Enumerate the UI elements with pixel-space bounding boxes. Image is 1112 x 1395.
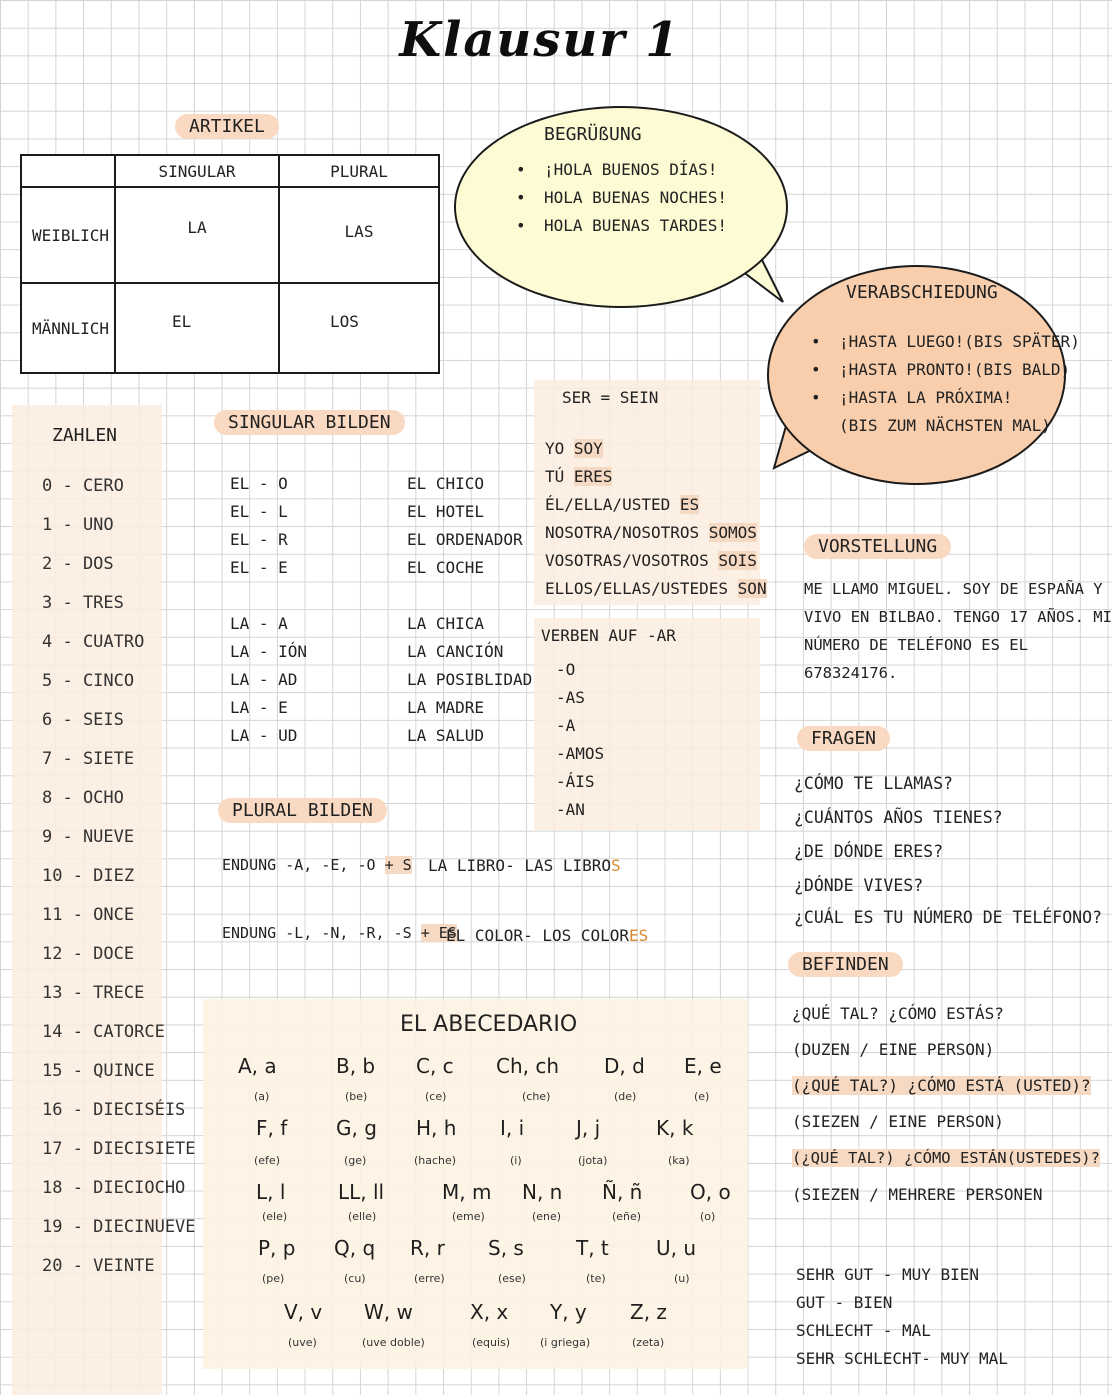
verb-ending: -ÁIS [556, 772, 595, 791]
alphabet-pronunciation: (hache) [414, 1154, 457, 1167]
verb-ending: -A [556, 716, 576, 735]
alphabet-letter: P, p [258, 1236, 296, 1260]
alphabet-pronunciation: (ce) [425, 1090, 447, 1103]
alphabet-pronunciation: (de) [614, 1090, 637, 1103]
befinden-item: (¿QUÉ TAL?) ¿CÓMO ESTÁ (USTED)? [792, 1076, 1091, 1095]
zahlen-item: 4 - CUATRO [42, 632, 145, 652]
zahlen-item: 15 - QUINCE [42, 1061, 155, 1081]
ser-row: ELLOS/ELLAS/USTEDES SON [545, 579, 767, 598]
ser-panel [534, 380, 760, 605]
alphabet-letter: M, m [442, 1180, 492, 1204]
alphabet-letter: B, b [336, 1054, 376, 1078]
alphabet-letter: Y, y [550, 1300, 587, 1324]
farewell-title: VERABSCHIEDUNG [846, 282, 998, 303]
alphabet-letter: Z, z [630, 1300, 667, 1324]
befinden-scale: GUT - BIEN [796, 1293, 893, 1312]
el-rule: EL - O [230, 474, 288, 493]
ser-title: SER = SEIN [562, 388, 659, 407]
befinden-scale: SEHR GUT - MUY BIEN [796, 1265, 980, 1284]
zahlen-item: 7 - SIETE [42, 749, 135, 769]
alphabet-pronunciation: (equis) [472, 1336, 511, 1349]
greeting-list [510, 156, 727, 240]
maennlich-plural: LOS [279, 283, 439, 373]
bullet-icon: • [516, 216, 526, 235]
alphabet-letter: U, u [656, 1236, 697, 1260]
farewell-item: • ¡HASTA PRONTO!(BIS BALD) [805, 356, 1080, 384]
bullet-icon: • [811, 360, 821, 379]
alphabet-pronunciation: (e) [694, 1090, 710, 1103]
alphabet-pronunciation: (uve doble) [362, 1336, 425, 1349]
frage-item: ¿CUÁL ES TU NÚMERO DE TELÉFONO? [794, 908, 1102, 927]
zahlen-item: 12 - DOCE [42, 944, 135, 964]
alphabet-pronunciation: (pe) [262, 1272, 285, 1285]
alphabet-letter: F, f [256, 1116, 288, 1140]
zahlen-item: 3 - TRES [42, 593, 124, 613]
zahlen-item: 19 - DIECINUEVE [42, 1217, 196, 1237]
verb-ending: -O [556, 660, 576, 679]
alphabet-letter: Q, q [334, 1236, 376, 1260]
alphabet-letter: T, t [576, 1236, 609, 1260]
alphabet-pronunciation: (ese) [498, 1272, 526, 1285]
alphabet-letter: Ñ, ñ [602, 1180, 643, 1204]
frage-item: ¿DÓNDE VIVES? [794, 876, 924, 895]
la-rule: LA - AD [230, 670, 298, 689]
singular-bilden-label: SINGULAR BILDEN [214, 410, 405, 435]
el-example: EL CHICO [407, 474, 485, 493]
alphabet-pronunciation: (zeta) [632, 1336, 665, 1349]
alphabet-letter: J, j [576, 1116, 601, 1140]
alphabet-pronunciation: (erre) [414, 1272, 445, 1285]
alphabet-pronunciation: (jota) [578, 1154, 608, 1167]
la-example: LA CHICA [407, 614, 485, 633]
ser-row: TÚ ERES [545, 467, 613, 486]
befinden-item: (SIEZEN / EINE PERSON) [792, 1112, 1004, 1131]
zahlen-item: 16 - DIECISÉIS [42, 1100, 186, 1120]
el-example: EL ORDENADOR [407, 530, 523, 549]
vorstellung-line: VIVO EN BILBAO. TENGO 17 AÑOS. MI [804, 608, 1112, 626]
alphabet-letter: D, d [604, 1054, 645, 1078]
vorstellung-line: 678324176. [804, 664, 898, 682]
alphabet-letter: I, i [500, 1116, 525, 1140]
frage-item: ¿CÓMO TE LLAMAS? [794, 774, 953, 793]
zahlen-item: 11 - ONCE [42, 905, 135, 925]
vorstellung-line: NÚMERO DE TELÉFONO ES EL [804, 636, 1028, 654]
el-example: EL HOTEL [407, 502, 485, 521]
farewell-item: • ¡HASTA LA PRÓXIMA! [805, 384, 1080, 412]
frage-item: ¿DE DÓNDE ERES? [794, 842, 944, 861]
el-example: EL COCHE [407, 558, 485, 577]
zahlen-title: ZAHLEN [52, 425, 118, 446]
weiblich-singular: LA [115, 187, 279, 283]
alphabet-letter: V, v [284, 1300, 323, 1324]
bullet-icon: • [811, 388, 821, 407]
befinden-item: ¿QUÉ TAL? ¿CÓMO ESTÁS? [792, 1004, 1004, 1023]
greeting-item: • ¡HOLA BUENOS DÍAS! [510, 156, 727, 184]
col-plural: PLURAL [279, 155, 439, 187]
alphabet-pronunciation: (eme) [452, 1210, 485, 1223]
alphabet-letter: C, c [416, 1054, 454, 1078]
weiblich-plural: LAS [279, 187, 439, 283]
bullet-icon: • [811, 332, 821, 351]
plural-bilden-label: PLURAL BILDEN [218, 798, 387, 823]
artikel-table [20, 154, 440, 374]
page-title: Klausur 1 [399, 12, 681, 68]
el-rule: EL - L [230, 502, 288, 521]
vorstellung-label: VORSTELLUNG [804, 534, 951, 559]
verben-title: VERBEN AUF -AR [541, 626, 676, 645]
alphabet-pronunciation: (cu) [344, 1272, 366, 1285]
plural-rule-2: ENDUNG -L, -N, -R, -S + ES [222, 924, 457, 942]
ser-row: NOSOTRA/NOSOTROS SOMOS [545, 523, 757, 542]
alphabet-pronunciation: (ene) [532, 1210, 562, 1223]
alphabet-pronunciation: (i) [510, 1154, 522, 1167]
alphabet-letter: H, h [416, 1116, 457, 1140]
maennlich-singular: EL [115, 283, 279, 373]
ser-row: VOSOTRAS/VOSOTROS SOIS [545, 551, 757, 570]
abecedario-title: EL ABECEDARIO [400, 1012, 578, 1037]
alphabet-letter: W, w [364, 1300, 413, 1324]
zahlen-item: 5 - CINCO [42, 671, 135, 691]
alphabet-pronunciation: (che) [522, 1090, 551, 1103]
la-example: LA CANCIÓN [407, 642, 504, 661]
alphabet-letter: G, g [336, 1116, 377, 1140]
alphabet-pronunciation: (eñe) [612, 1210, 642, 1223]
row-maennlich: MÄNNLICH [21, 283, 115, 373]
farewell-item: • ¡HASTA LUEGO!(BIS SPÄTER) [805, 328, 1080, 356]
befinden-scale: SCHLECHT - MAL [796, 1321, 931, 1340]
alphabet-letter: A, a [238, 1054, 277, 1078]
alphabet-pronunciation: (uve) [288, 1336, 317, 1349]
col-singular: SINGULAR [115, 155, 279, 187]
farewell-list [805, 328, 1080, 440]
greeting-item: • HOLA BUENAS TARDES! [510, 212, 727, 240]
zahlen-item: 6 - SEIS [42, 710, 124, 730]
plural-example-1: LA LIBRO- LAS LIBROS [428, 856, 621, 875]
alphabet-pronunciation: (be) [345, 1090, 368, 1103]
alphabet-letter: X, x [470, 1300, 509, 1324]
zahlen-item: 14 - CATORCE [42, 1022, 165, 1042]
ser-row: YO SOY [545, 439, 603, 458]
alphabet-letter: O, o [690, 1180, 731, 1204]
zahlen-item: 9 - NUEVE [42, 827, 135, 847]
alphabet-pronunciation: (ge) [344, 1154, 367, 1167]
el-rule: EL - R [230, 530, 288, 549]
la-example: LA SALUD [407, 726, 485, 745]
ser-row: ÉL/ELLA/USTED ES [545, 495, 700, 514]
la-rule: LA - IÓN [230, 642, 308, 661]
verb-ending: -AS [556, 688, 585, 707]
zahlen-item: 17 - DIECISIETE [42, 1139, 196, 1159]
farewell-extra: (BIS ZUM NÄCHSTEN MAL) [839, 416, 1051, 435]
zahlen-item: 18 - DIECIOCHO [42, 1178, 186, 1198]
befinden-item: (¿QUÉ TAL?) ¿CÓMO ESTÁN(USTEDES)? [792, 1149, 1100, 1167]
befinden-item: (DUZEN / EINE PERSON) [792, 1040, 995, 1059]
empty-header-cell [21, 155, 115, 187]
la-rule: LA - UD [230, 726, 298, 745]
frage-item: ¿CUÁNTOS AÑOS TIENES? [794, 808, 1003, 827]
alphabet-letter: Ch, ch [496, 1054, 560, 1078]
zahlen-item: 20 - VEINTE [42, 1256, 155, 1276]
alphabet-pronunciation: (ka) [668, 1154, 690, 1167]
row-weiblich: WEIBLICH [21, 187, 115, 283]
zahlen-item: 2 - DOS [42, 554, 114, 574]
la-rule: LA - E [230, 698, 288, 717]
vorstellung-line: ME LLAMO MIGUEL. SOY DE ESPAÑA Y [804, 580, 1103, 598]
verb-ending: -AN [556, 800, 585, 819]
zahlen-item: 1 - UNO [42, 515, 114, 535]
zahlen-item: 0 - CERO [42, 476, 124, 496]
zahlen-item: 10 - DIEZ [42, 866, 135, 886]
plural-rule-1: ENDUNG -A, -E, -O + S [222, 856, 412, 874]
alphabet-pronunciation: (o) [700, 1210, 716, 1223]
la-example: LA MADRE [407, 698, 485, 717]
alphabet-letter: S, s [488, 1236, 524, 1260]
alphabet-pronunciation: (elle) [348, 1210, 377, 1223]
alphabet-pronunciation: (u) [674, 1272, 690, 1285]
el-rule: EL - E [230, 558, 288, 577]
fragen-label: FRAGEN [797, 726, 890, 751]
alphabet-letter: LL, ll [338, 1180, 385, 1204]
la-rule: LA - A [230, 614, 288, 633]
zahlen-item: 13 - TRECE [42, 983, 145, 1003]
alphabet-pronunciation: (ele) [262, 1210, 288, 1223]
zahlen-item: 8 - OCHO [42, 788, 124, 808]
befinden-scale: SEHR SCHLECHT- MUY MAL [796, 1349, 1008, 1368]
verb-ending: -AMOS [556, 744, 605, 763]
alphabet-pronunciation: (i griega) [540, 1336, 591, 1349]
plural-example-2: EL COLOR- LOS COLORES [446, 926, 649, 945]
alphabet-letter: E, e [684, 1054, 722, 1078]
alphabet-letter: R, r [410, 1236, 445, 1260]
befinden-item: (SIEZEN / MEHRERE PERSONEN [792, 1185, 1043, 1204]
artikel-label: ARTIKEL [175, 114, 279, 139]
alphabet-letter: K, k [656, 1116, 694, 1140]
befinden-label: BEFINDEN [788, 952, 903, 977]
alphabet-pronunciation: (efe) [254, 1154, 280, 1167]
la-example: LA POSIBLIDAD [407, 670, 533, 689]
alphabet-pronunciation: (a) [254, 1090, 270, 1103]
alphabet-pronunciation: (te) [586, 1272, 606, 1285]
greeting-item: • HOLA BUENAS NOCHES! [510, 184, 727, 212]
bullet-icon: • [516, 188, 526, 207]
greeting-title: BEGRÜßUNG [544, 124, 642, 145]
alphabet-letter: L, l [256, 1180, 286, 1204]
bullet-icon: • [516, 160, 526, 179]
alphabet-letter: N, n [522, 1180, 563, 1204]
